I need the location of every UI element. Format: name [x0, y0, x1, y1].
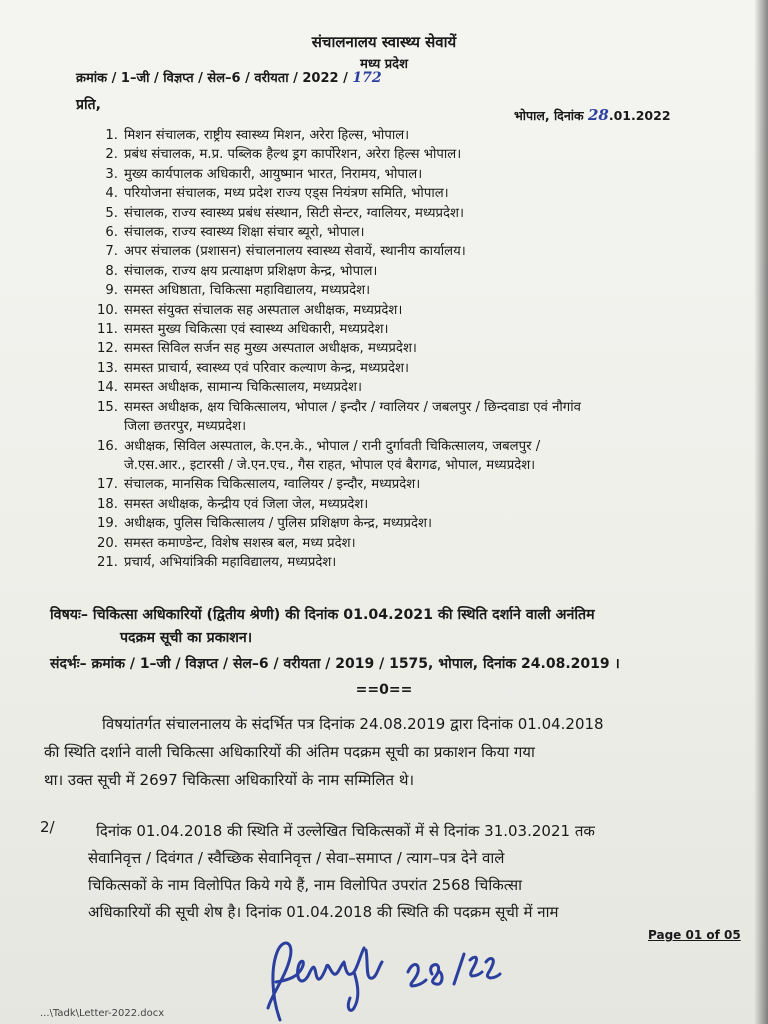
recipient-number: 13. [97, 360, 118, 376]
recipient-item [90, 223, 740, 242]
recipient-number: 16. [97, 438, 118, 454]
recipient-item [90, 204, 740, 223]
recipient-item [90, 184, 740, 203]
recipient-text: मुख्य कार्यपालक अधिकारी, आयुष्मान भारत, निरामय, भोपाल। [124, 166, 423, 182]
paragraph-2-line: सेवानिवृत्त / दिवंगत / स्वैच्छिक सेवानिवृत्त / सेवा–समाप्त / त्याग–पत्र देने वाले [88, 849, 505, 867]
recipient-number: 12. [97, 341, 118, 357]
recipient-item [90, 165, 740, 184]
recipient-text: संचालक, मानसिक चिकित्सालय, ग्वालियर / इन्दौर, मध्यप्रदेश। [124, 477, 421, 493]
recipient-number: 14. [97, 380, 118, 396]
recipient-text: अधीक्षक, सिविल अस्पताल, के.एन.के., भोपाल / रानी दुर्गावती चिकित्सालय, जबलपुर / [124, 438, 541, 454]
paragraph-2-line: अधिकारियों की सूची शेष है। दिनांक 01.04.2018 की स्थिति की पदक्रम सूची में नाम [88, 903, 559, 921]
paragraph-1-line: की स्थिति दर्शाने वाली चिकित्सा अधिकारियों की अंतिम पदक्रम सूची का प्रकाशन किया गया [44, 743, 535, 761]
recipient-number: 10. [97, 302, 118, 318]
paragraph-2-number: 2/ [40, 818, 55, 836]
recipient-number: 15. [97, 399, 118, 415]
recipient-number: 6. [105, 225, 118, 241]
recipient-text: समस्त अधीक्षक, केन्द्रीय एवं जिला जेल, मध्यप्रदेश। [124, 496, 369, 512]
recipient-number: 19. [97, 516, 118, 532]
recipient-text: संचालक, राज्य स्वास्थ्य प्रबंध संस्थान, सिटी सेन्टर, ग्वालियर, मध्यप्रदेश। [124, 205, 464, 221]
recipient-number: 1. [105, 128, 118, 143]
recipient-number: 20. [97, 535, 118, 551]
signature-icon [250, 928, 510, 1024]
recipient-text: समस्त सिविल सर्जन सह मुख्य अस्पताल अधीक्षक, मध्यप्रदेश। [124, 341, 417, 357]
place-date [514, 106, 671, 124]
subject-line-2: पदक्रम सूची का प्रकाशन। [120, 630, 253, 646]
signature-date: 28/1/22 [410, 982, 414, 983]
date-handwritten: 28 [587, 106, 609, 124]
recipient-text: मिशन संचालक, राष्ट्रीय स्वास्थ्य मिशन, अरेरा हिल्स, भोपाल। [124, 128, 410, 143]
footer-filename: ...\Tadk\Letter-2022.docx [40, 1008, 165, 1019]
recipient-item [90, 126, 740, 145]
letter-ref-number: क्रमांक / 1–जी / विज्ञप्त / सेल–6 / वरीयता / 2022 / [76, 71, 348, 86]
recipient-item [90, 514, 740, 533]
recipient-item [90, 437, 740, 456]
recipient-text: प्रबंध संचालक, म.प्र. पब्लिक हैल्थ ड्रग कार्पोरेशन, अरेरा हिल्स भोपाल। [124, 147, 462, 163]
paragraph-2-line: चिकित्सकों के नाम विलोपित किये गये हैं, नाम विलोपित उपरांत 2568 चिकित्सा [88, 876, 523, 894]
recipient-item [90, 281, 740, 300]
recipient-item [90, 145, 740, 164]
recipient-number: 11. [97, 322, 118, 338]
recipient-item [90, 339, 740, 358]
office-title: संचालनालय स्वास्थ्य सेवायें [311, 33, 457, 51]
recipient-text: जिला छतरपुर, मध्यप्रदेश। [124, 419, 247, 435]
paragraph-1-line: था। उक्त सूची में 2697 चिकित्सा अधिकारियों के नाम सम्मिलित थे। [44, 771, 415, 789]
recipient-item [90, 553, 740, 572]
paragraph-1-line: विषयांतर्गत संचालनालय के संदर्भित पत्र दिनांक 24.08.2019 द्वारा दिनांक 01.04.2018 [102, 715, 604, 733]
recipient-list [90, 126, 740, 572]
recipient-text: अधीक्षक, पुलिस चिकित्सालय / पुलिस प्रशिक्षण केन्द्र, मध्यप्रदेश। [124, 516, 432, 532]
recipient-number: 21. [97, 554, 118, 570]
recipient-text: समस्त अधीक्षक, क्षय चिकित्सालय, भोपाल / इन्दौर / ग्वालियर / जबलपुर / छिन्दवाडा एवं नौगांव [124, 399, 581, 415]
paragraph-1 [44, 710, 714, 794]
reference-label: संदर्भः– [50, 656, 87, 672]
recipient-text: परियोजना संचालक, मध्य प्रदेश राज्य एड्स नियंत्रण समिति, भोपाल। [124, 186, 449, 202]
recipient-text: समस्त अधिष्ठाता, चिकित्सा महाविद्यालय, मध्यप्रदेश। [124, 283, 371, 299]
recipient-item [90, 262, 740, 281]
recipient-number: 9. [105, 283, 118, 299]
subject-label: विषयः– [50, 607, 88, 623]
office-subtitle: मध्य प्रदेश [360, 57, 408, 72]
recipient-item [90, 320, 740, 339]
recipient-text: समस्त कमाण्डेन्ट, विशेष सशस्त्र बल, मध्य प्रदेश। [124, 535, 356, 551]
recipient-number: 17. [97, 477, 118, 493]
recipient-item [90, 495, 740, 514]
recipient-text: जे.एस.आर., इटारसी / जे.एन.एच., गैस राहत, भोपाल एवं बैरागढ, भोपाल, मध्यप्रदेश। [124, 457, 536, 473]
recipient-item [90, 456, 740, 475]
recipient-item [90, 534, 740, 553]
recipient-number: 8. [105, 263, 118, 279]
date-suffix: .01.2022 [608, 108, 671, 123]
recipient-text: संचालक, राज्य क्षय प्रत्याक्षण प्रशिक्षण केन्द्र, भोपाल। [124, 263, 378, 279]
letter-ref-row [76, 68, 382, 86]
paragraph-2-line: दिनांक 01.04.2018 की स्थिति में उल्लेखित चिकित्सकों में से दिनांक 31.03.2021 तक [96, 822, 595, 840]
recipient-item [90, 242, 740, 261]
recipient-text: संचालक, राज्य स्वास्थ्य शिक्षा संचार ब्यूरो, भोपाल। [124, 225, 365, 241]
recipient-item [90, 378, 740, 397]
recipient-item [90, 359, 740, 378]
recipient-number: 2. [105, 147, 118, 163]
recipient-text: समस्त संयुक्त संचालक सह अस्पताल अधीक्षक, मध्यप्रदेश। [124, 302, 403, 318]
recipient-text: समस्त मुख्य चिकित्सा एवं स्वास्थ्य अधिकारी, मध्यप्रदेश। [124, 322, 389, 338]
recipient-item [90, 301, 740, 320]
reference-line [50, 654, 620, 673]
paragraph-2 [88, 818, 732, 926]
recipient-number: 5. [105, 205, 118, 221]
subject-block [50, 604, 690, 650]
recipient-text: अपर संचालक (प्रशासन) संचालनालय स्वास्थ्य सेवायें, स्थानीय कार्यालय। [124, 244, 466, 260]
recipient-item [90, 475, 740, 494]
letter-ref-handwritten: 172 [352, 70, 382, 86]
recipient-number: 7. [105, 244, 118, 260]
place-date-prefix: भोपाल, दिनांक [514, 108, 584, 123]
to-label: प्रति, [76, 97, 101, 113]
reference-text: क्रमांक / 1–जी / विज्ञप्त / सेल–6 / वरीयता / 2019 / 1575, भोपाल, दिनांक 24.08.2019 । [91, 656, 620, 672]
recipient-item [90, 417, 740, 436]
recipient-text: समस्त अधीक्षक, सामान्य चिकित्सालय, मध्यप्रदेश। [124, 380, 362, 396]
recipient-number: 3. [105, 166, 118, 182]
page-number: Page 01 of 05 [648, 928, 741, 942]
recipient-number: 18. [97, 496, 118, 512]
recipient-number: 4. [105, 186, 118, 202]
recipient-item [90, 398, 740, 417]
separator: ==0== [355, 682, 413, 698]
recipient-text: समस्त प्राचार्य, स्वास्थ्य एवं परिवार कल्याण केन्द्र, मध्यप्रदेश। [124, 360, 410, 376]
recipient-text: प्रचार्य, अभियांत्रिकी महाविद्यालय, मध्यप्रदेश। [124, 554, 337, 570]
subject-line-1: चिकित्सा अधिकारियों (द्वितीय श्रेणी) की दिनांक 01.04.2021 की स्थिति दर्शाने वाली अनंतिम [92, 607, 595, 623]
